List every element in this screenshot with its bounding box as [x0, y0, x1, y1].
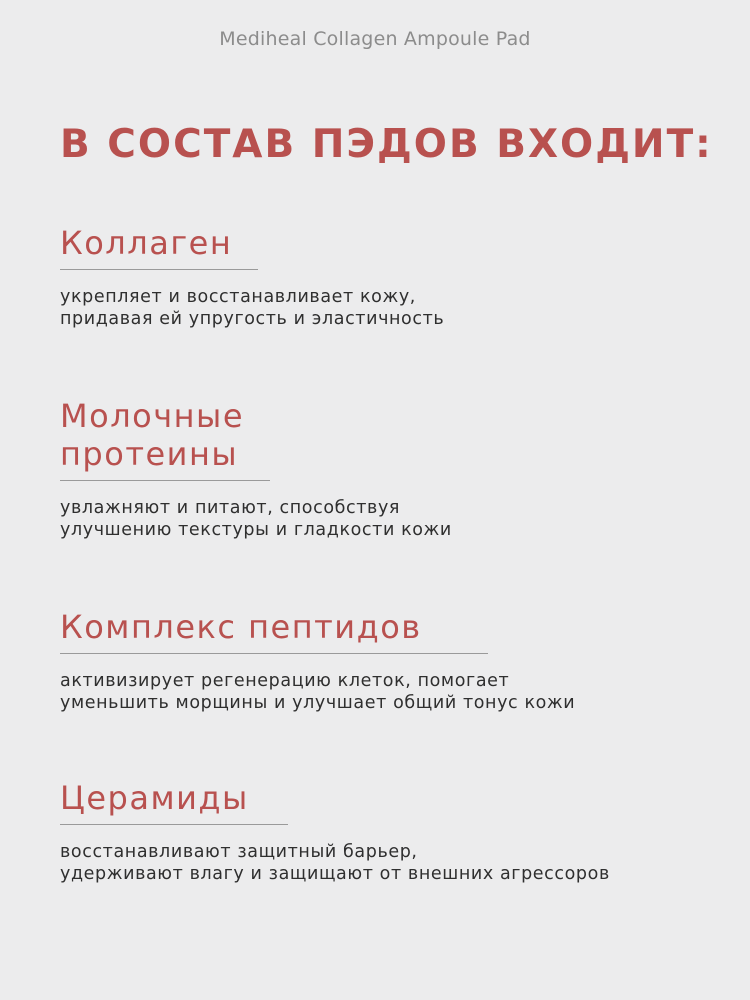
divider	[60, 824, 288, 825]
description-line: укрепляет и восстанавливает кожу,	[60, 287, 416, 307]
divider	[60, 480, 270, 481]
ingredient-peptide-complex	[60, 608, 700, 714]
ingredient-description	[60, 286, 700, 330]
description-line: активизирует регенерацию клеток, помогает	[60, 671, 510, 691]
description-line: улучшению текстуры и гладкости кожи	[60, 520, 452, 540]
ingredient-title	[60, 608, 700, 646]
brand-name: Mediheal Collagen Ampoule Pad	[219, 28, 531, 50]
ingredient-description	[60, 670, 700, 714]
description-line: придавая ей упругость и эластичность	[60, 309, 445, 329]
ingredient-description	[60, 841, 700, 885]
ingredient-description	[60, 497, 700, 541]
description-line: увлажняют и питают, способствуя	[60, 498, 401, 518]
ingredient-title-line: Коллаген	[60, 224, 233, 262]
ingredient-title-line: протеины	[60, 435, 239, 473]
ingredient-title-line: Комплекс пептидов	[60, 608, 422, 646]
ingredient-collagen	[60, 224, 700, 330]
ingredient-title-line: Молочные	[60, 397, 244, 435]
divider	[60, 269, 258, 270]
description-line: уменьшить морщины и улучшает общий тонус кожи	[60, 693, 576, 713]
ingredient-ceramides	[60, 779, 700, 885]
ingredient-title	[60, 779, 700, 817]
ingredient-title-line: Церамиды	[60, 779, 249, 817]
description-line: восстанавливают защитный барьер,	[60, 842, 418, 862]
divider	[60, 653, 488, 654]
ingredient-title	[60, 224, 700, 262]
page-title: В СОСТАВ ПЭДОВ ВХОДИТ:	[60, 122, 713, 167]
description-line: удерживают влагу и защищают от внешних агрессоров	[60, 864, 610, 884]
ingredient-milk-proteins	[60, 397, 700, 541]
ingredient-title	[60, 397, 700, 473]
